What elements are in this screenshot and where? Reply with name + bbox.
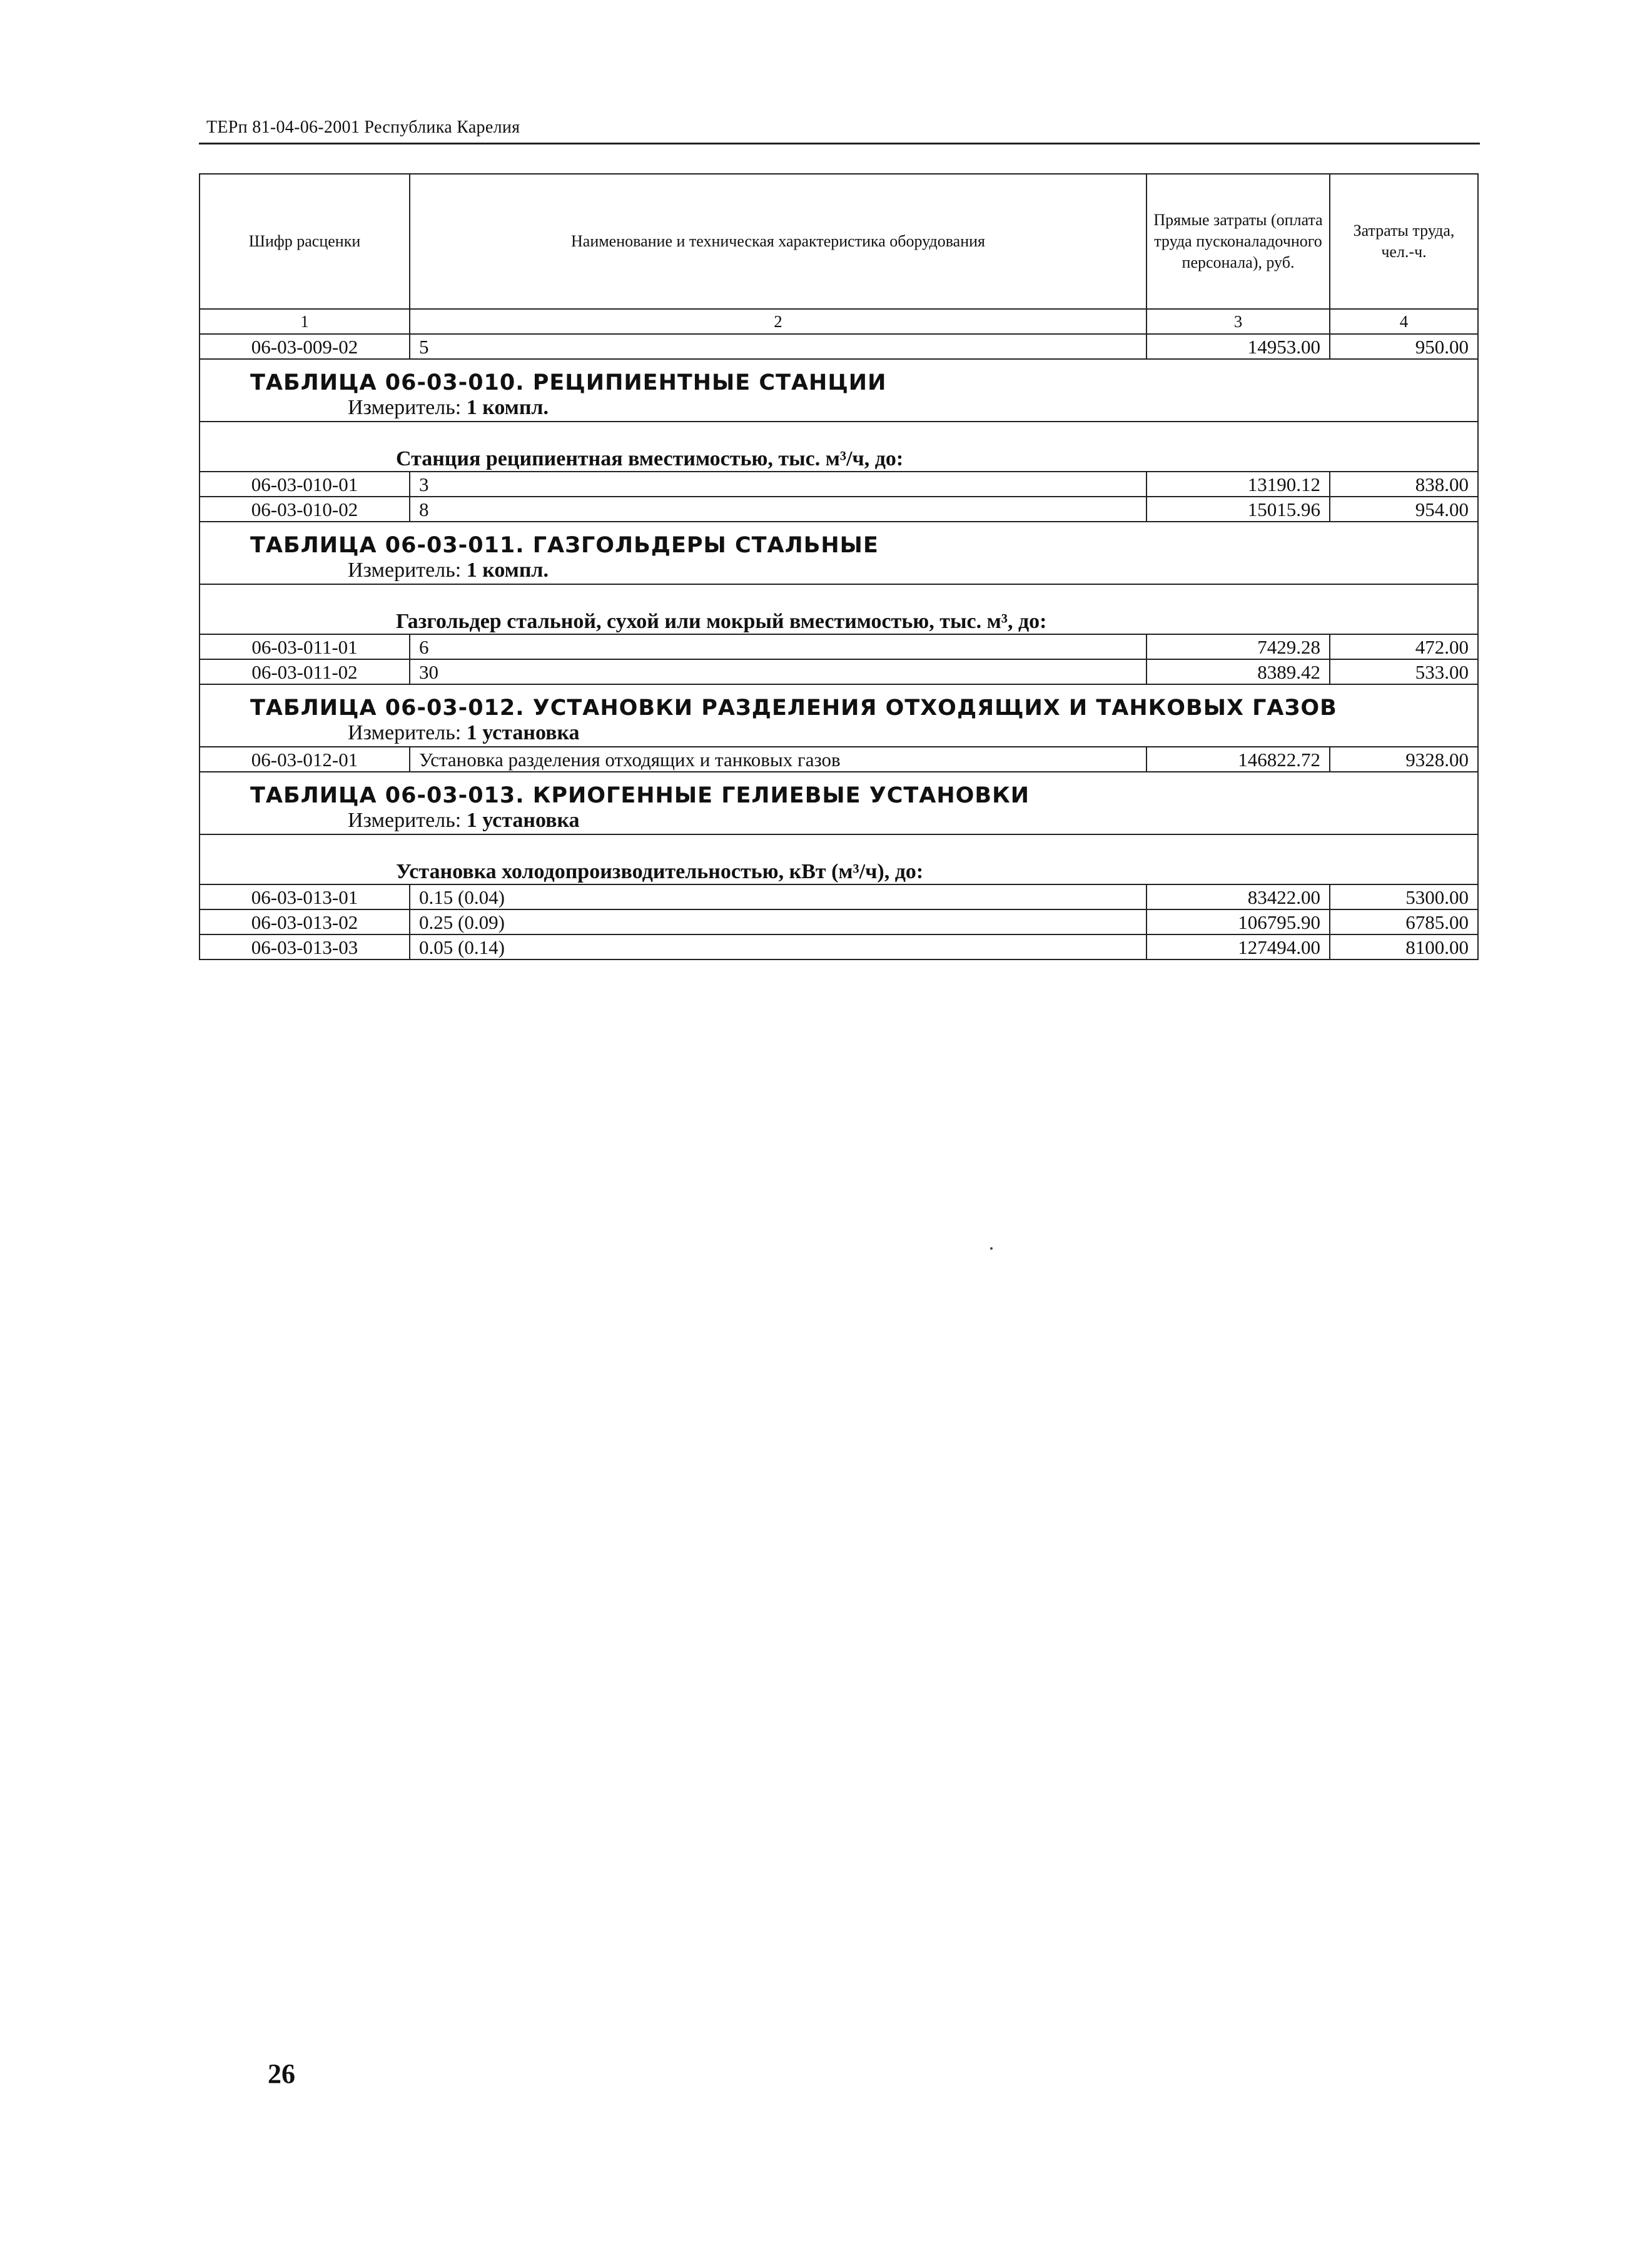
table-row <box>200 884 1478 909</box>
row-cost: 14953.00 <box>1146 334 1330 359</box>
col-number-1: 1 <box>200 309 410 334</box>
section-measure <box>348 810 580 831</box>
table-row <box>200 334 1478 359</box>
section-subheading-row <box>200 422 1478 472</box>
row-code: 06-03-010-01 <box>200 472 410 497</box>
measure-value: 1 компл. <box>466 558 549 582</box>
row-code: 06-03-009-02 <box>200 334 410 359</box>
row-cost: 106795.90 <box>1146 909 1330 934</box>
col-header-code: Шифр расценки <box>200 174 410 309</box>
section-subheading: Установка холодопроизводительностью, кВт (м³/ч), до: <box>396 860 924 883</box>
row-cost: 83422.00 <box>1146 884 1330 909</box>
section-measure <box>348 722 580 744</box>
price-table <box>199 173 1479 960</box>
row-code: 06-03-013-02 <box>200 909 410 934</box>
row-name: 6 <box>410 634 1146 659</box>
measure-label: Измеритель: <box>348 558 462 582</box>
section-title-row <box>200 772 1478 807</box>
measure-label: Измеритель: <box>348 721 462 744</box>
row-name: 0.25 (0.09) <box>410 909 1146 934</box>
section-measure-row <box>200 394 1478 422</box>
col-header-direct-costs: Прямые затраты (оплата труда пусконаладочного персонала), руб. <box>1146 174 1330 309</box>
row-name: 8 <box>410 497 1146 522</box>
row-code: 06-03-011-02 <box>200 659 410 684</box>
section-title-row <box>200 684 1478 719</box>
table-row <box>200 497 1478 522</box>
section-measure-row <box>200 557 1478 584</box>
row-cost: 146822.72 <box>1146 747 1330 772</box>
section-subheading-row <box>200 834 1478 884</box>
row-cost: 7429.28 <box>1146 634 1330 659</box>
page-number: 26 <box>268 2058 295 2089</box>
measure-value: 1 компл. <box>466 395 549 419</box>
section-measure <box>348 397 549 418</box>
row-labor: 954.00 <box>1330 497 1478 522</box>
table-row <box>200 472 1478 497</box>
row-name: 0.15 (0.04) <box>410 884 1146 909</box>
section-title: ТАБЛИЦА 06-03-013. КРИОГЕННЫЕ ГЕЛИЕВЫЕ УСТАНОВКИ <box>250 783 1030 807</box>
row-cost: 13190.12 <box>1146 472 1330 497</box>
row-code: 06-03-013-01 <box>200 884 410 909</box>
row-cost: 127494.00 <box>1146 934 1330 959</box>
section-measure-row <box>200 807 1478 834</box>
section-title-row <box>200 359 1478 394</box>
row-code: 06-03-010-02 <box>200 497 410 522</box>
row-cost: 8389.42 <box>1146 659 1330 684</box>
row-labor: 472.00 <box>1330 634 1478 659</box>
header-rule <box>199 143 1480 144</box>
section-measure-row <box>200 719 1478 747</box>
section-subheading: Газгольдер стальной, сухой или мокрый вместимостью, тыс. м³, до: <box>396 610 1047 633</box>
table-row <box>200 909 1478 934</box>
row-code: 06-03-011-01 <box>200 634 410 659</box>
row-name: 0.05 (0.14) <box>410 934 1146 959</box>
measure-label: Измеритель: <box>348 808 462 832</box>
col-header-name: Наименование и техническая характеристика оборудования <box>410 174 1146 309</box>
section-title: ТАБЛИЦА 06-03-010. РЕЦИПИЕНТНЫЕ СТАНЦИИ <box>250 370 887 394</box>
row-name: 5 <box>410 334 1146 359</box>
scan-speck <box>990 1247 993 1250</box>
section-title: ТАБЛИЦА 06-03-012. УСТАНОВКИ РАЗДЕЛЕНИЯ ОТХОДЯЩИХ И ТАНКОВЫХ ГАЗОВ <box>250 696 1337 719</box>
row-name: 30 <box>410 659 1146 684</box>
col-number-4: 4 <box>1330 309 1478 334</box>
measure-label: Измеритель: <box>348 395 462 419</box>
row-code: 06-03-013-03 <box>200 934 410 959</box>
measure-value: 1 установка <box>466 808 580 832</box>
table-row <box>200 934 1478 959</box>
measure-value: 1 установка <box>466 721 580 744</box>
row-labor: 838.00 <box>1330 472 1478 497</box>
table-row <box>200 659 1478 684</box>
row-cost: 15015.96 <box>1146 497 1330 522</box>
row-labor: 533.00 <box>1330 659 1478 684</box>
column-header-row <box>200 174 1478 309</box>
row-code: 06-03-012-01 <box>200 747 410 772</box>
table-row <box>200 634 1478 659</box>
row-labor: 5300.00 <box>1330 884 1478 909</box>
col-number-3: 3 <box>1146 309 1330 334</box>
row-labor: 6785.00 <box>1330 909 1478 934</box>
section-title-row <box>200 522 1478 557</box>
col-header-labor: Затраты труда, чел.-ч. <box>1330 174 1478 309</box>
table-row <box>200 747 1478 772</box>
section-title: ТАБЛИЦА 06-03-011. ГАЗГОЛЬДЕРЫ СТАЛЬНЫЕ <box>250 533 879 557</box>
section-subheading-row <box>200 584 1478 634</box>
section-subheading: Станция реципиентная вместимостью, тыс. м³/ч, до: <box>396 447 904 470</box>
row-name: 3 <box>410 472 1146 497</box>
row-labor: 950.00 <box>1330 334 1478 359</box>
running-header: ТЕРп 81-04-06-2001 Республика Карелия <box>206 118 520 137</box>
column-number-row <box>200 309 1478 334</box>
col-number-2: 2 <box>410 309 1146 334</box>
section-measure <box>348 560 549 581</box>
row-labor: 9328.00 <box>1330 747 1478 772</box>
row-labor: 8100.00 <box>1330 934 1478 959</box>
row-name: Установка разделения отходящих и танковых газов <box>410 747 1146 772</box>
